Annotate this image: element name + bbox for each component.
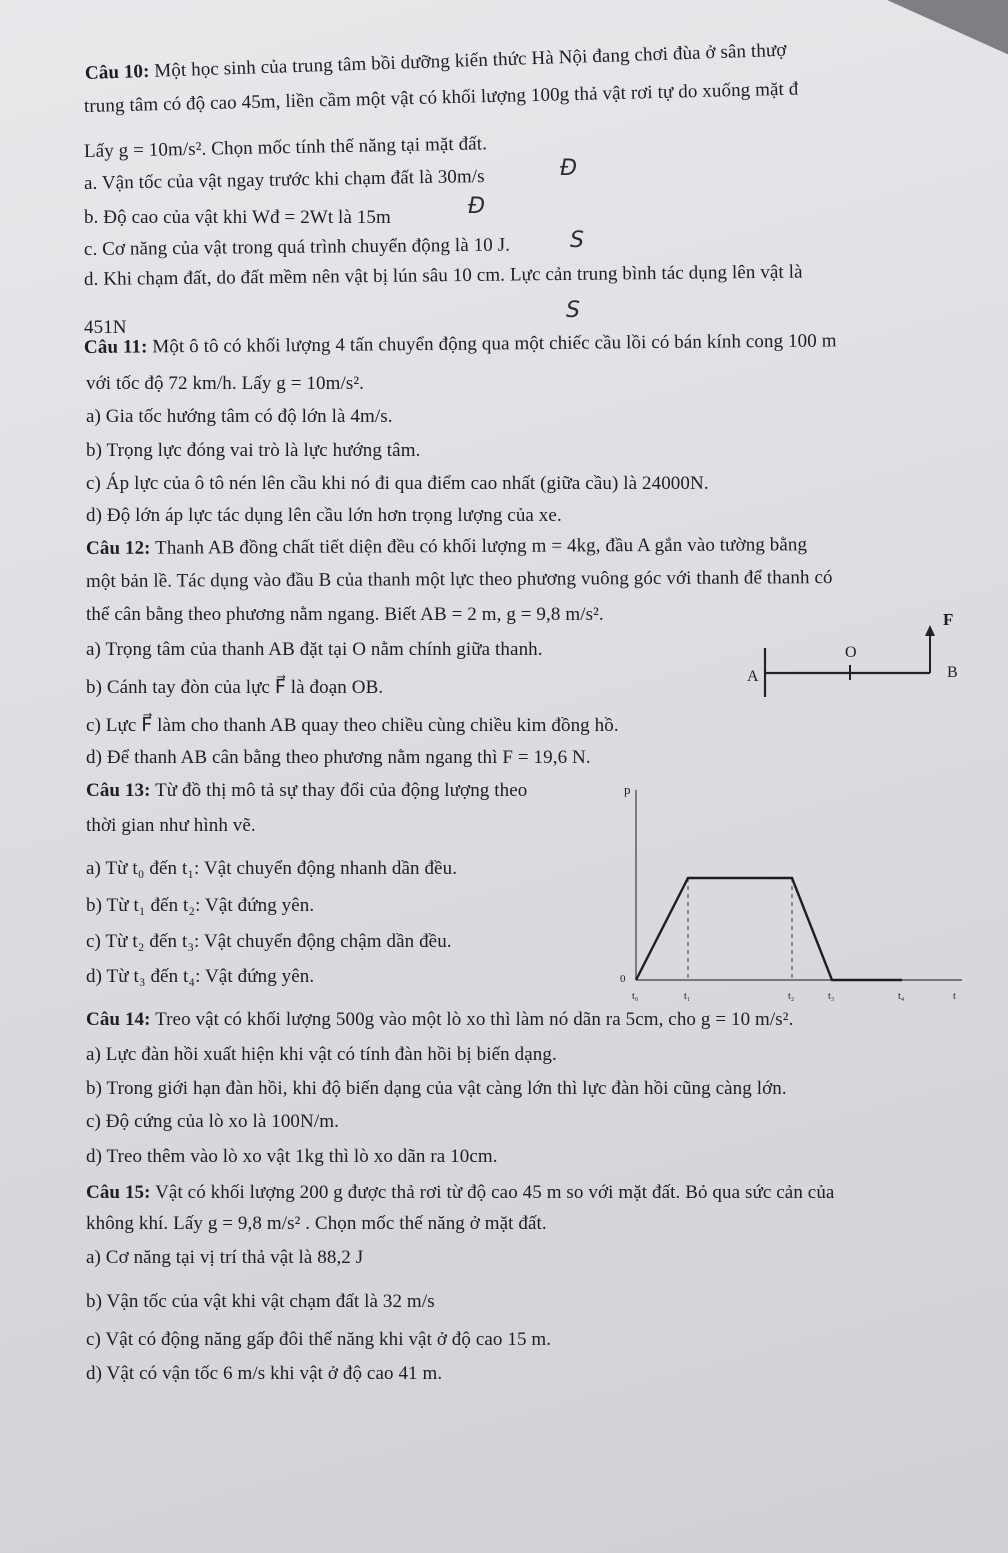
q14-line-1 xyxy=(86,1008,793,1032)
q12-option-d: d) Để thanh AB cân bằng theo phương nằm ngang thì F = 19,6 N. xyxy=(86,747,591,768)
q10-option-c: c. Cơ năng của vật trong quá trình chuyển động là 10 J. xyxy=(83,234,511,260)
q11-option-a: a) Gia tốc hướng tâm có độ lớn là 4m/s. xyxy=(86,406,393,427)
q11-label: Câu 11: xyxy=(83,336,148,358)
q11-text: Một ô tô có khối lượng 4 tấn chuyển động qua một chiếc cầu lồi có bán kính cong 100 m xyxy=(147,330,837,358)
tick-label-1: t₁ xyxy=(684,991,691,1002)
q12-option-a-text: a) Trọng tâm của thanh AB đặt tại O nằm chính giữa thanh. xyxy=(86,639,543,660)
q12-option-c: c) Lực F⃗ làm cho thanh AB quay theo chiều cùng chiều kim đồng hồ. xyxy=(86,715,619,736)
lever-diagram xyxy=(725,605,970,705)
label-o: O xyxy=(845,644,857,661)
label-f: F⃗ xyxy=(943,610,967,629)
q11-option-d: d) Độ lớn áp lực tác dụng lên cầu lớn hơn trọng lượng của xe. xyxy=(86,505,562,526)
q13-option-a: a) Từ t₀ đến t₁: Vật chuyển động nhanh dần đều. xyxy=(86,858,458,879)
q14-label: Câu 14: xyxy=(86,1009,151,1030)
q13-line-1 xyxy=(86,779,527,803)
tick-label-2: t₂ xyxy=(788,991,795,1002)
q14-option-c: c) Độ cứng của lò xo là 100N/m. xyxy=(86,1111,339,1132)
q12-option-b: b) Cánh tay đòn của lực F⃗ là đoạn OB. xyxy=(86,677,384,698)
q10-mark-c: S xyxy=(570,228,584,253)
q10-option-b: b. Độ cao của vật khi Wđ = 2Wt là 15m xyxy=(84,207,391,228)
q12-line-3: thể cân bằng theo phương nằm ngang. Biết AB = 2 m, g = 9,8 m/s². xyxy=(86,604,604,625)
series-line xyxy=(636,878,902,980)
tick-label-5: t xyxy=(953,991,956,1002)
q11-option-b: b) Trọng lực đóng vai trò là lực hướng tâm. xyxy=(86,440,421,461)
q15-label: Câu 15: xyxy=(86,1182,151,1203)
q10-line-2: trung tâm có độ cao 45m, liền cầm một vật có khối lượng 100g thả vật rơi tự do xuống mặt đ xyxy=(83,78,799,117)
q13-text: Từ đồ thị mô tả sự thay đổi của động lượng theo xyxy=(150,780,528,801)
q12-line-2: một bản lề. Tác dụng vào đầu B của thanh một lực theo phương vuông góc với thanh để thanh có xyxy=(85,567,833,592)
q15-option-a: a) Cơ năng tại vị trí thả vật là 88,2 J xyxy=(86,1247,364,1268)
y-axis-label: p xyxy=(624,782,631,797)
label-a: A xyxy=(747,668,759,685)
q10-option-d-answer: 451N xyxy=(84,317,127,338)
q13-option-c: c) Từ t₂ đến t₃: Vật chuyển động chậm dần đều. xyxy=(86,931,452,952)
q14-option-a: a) Lực đàn hồi xuất hiện khi vật có tính đàn hồi bị biến dạng. xyxy=(86,1044,557,1065)
q10-label: Câu 10: xyxy=(84,60,150,84)
q13-option-b: b) Từ t₁ đến t₂: Vật đứng yên. xyxy=(86,895,315,916)
q11-option-c: c) Áp lực của ô tô nén lên cầu khi nó đi qua điểm cao nhất (giữa cầu) là 24000N. xyxy=(86,473,709,494)
q10-option-a: a. Vận tốc của vật ngay trước khi chạm đất là 30m/s xyxy=(83,166,485,194)
q10-mark-b: Đ xyxy=(468,194,486,219)
tick-label-3: t₃ xyxy=(828,991,835,1002)
q15-option-b: b) Vận tốc của vật khi vật chạm đất là 32 m/s xyxy=(86,1291,435,1312)
origin-label: 0 xyxy=(620,973,626,985)
q12-text: Thanh AB đồng chất tiết diện đều có khối lượng m = 4kg, đầu A gắn vào tường bằng xyxy=(150,534,808,559)
q13-line-2: thời gian như hình vẽ. xyxy=(86,815,256,836)
q10-option-d: d. Khi chạm đất, do đất mềm nên vật bị lún sâu 10 cm. Lực cản trung bình tác dụng lên vật là xyxy=(83,261,803,290)
q15-line-1 xyxy=(86,1181,834,1205)
tick-label-4: t₄ xyxy=(898,991,905,1002)
tick-label-0: t₀ xyxy=(632,991,639,1002)
momentum-graph xyxy=(612,780,972,1012)
q14-option-d: d) Treo thêm vào lò xo vật 1kg thì lò xo dãn ra 10cm. xyxy=(86,1146,498,1167)
q12-label: Câu 12: xyxy=(85,537,151,559)
q10-mark-a: Đ xyxy=(560,156,578,181)
q11-line-2: với tốc độ 72 km/h. Lấy g = 10m/s². xyxy=(86,373,364,394)
q14-text: Treo vật có khối lượng 500g vào một lò xo thì làm nó dãn ra 5cm, cho g = 10 m/s². xyxy=(150,1009,794,1030)
q13-label: Câu 13: xyxy=(86,780,151,801)
force-arrow-head xyxy=(925,625,935,636)
q10-line-3: Lấy g = 10m/s². Chọn mốc tính thế năng tại mặt đất. xyxy=(83,133,488,162)
q12-line-1 xyxy=(86,533,807,561)
q12-option-a xyxy=(86,638,543,662)
label-b: B xyxy=(947,664,958,681)
q15-text: Vật có khối lượng 200 g được thả rơi từ độ cao 45 m so với mặt đất. Bỏ qua sức cản của xyxy=(150,1182,835,1203)
q10-text: Một học sinh của trung tâm bồi dưỡng kiến thức Hà Nội đang chơi đùa ở sân thượ xyxy=(149,39,787,82)
q15-option-d: d) Vật có vận tốc 6 m/s khi vật ở độ cao 41 m. xyxy=(86,1363,443,1384)
q13-option-d: d) Từ t₃ đến t₄: Vật đứng yên. xyxy=(86,966,315,987)
q15-line-2: không khí. Lấy g = 9,8 m/s² . Chọn mốc thế năng ở mặt đất. xyxy=(86,1213,547,1234)
q10-mark-d: S xyxy=(566,298,580,323)
q15-option-c: c) Vật có động năng gấp đôi thế năng khi vật ở độ cao 15 m. xyxy=(86,1329,552,1350)
q14-option-b: b) Trong giới hạn đàn hồi, khi độ biến dạng của vật càng lớn thì lực đàn hồi cũng càng lớn. xyxy=(86,1078,787,1099)
